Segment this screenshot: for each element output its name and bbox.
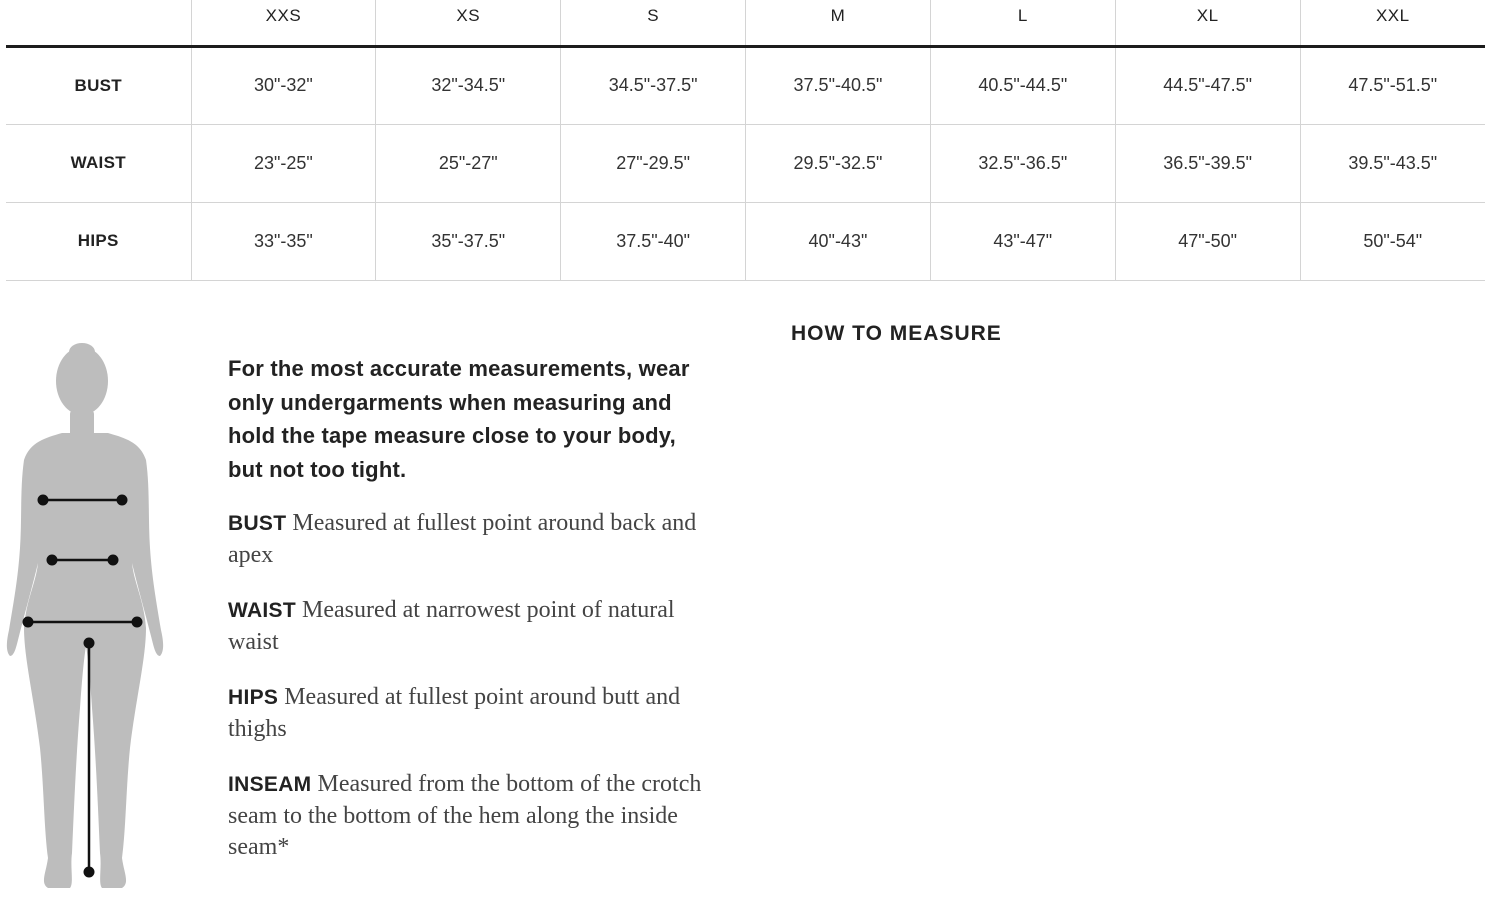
- table-cell: 25"-27": [376, 124, 561, 202]
- table-cell: 40"-43": [746, 202, 931, 280]
- measure-term-waist: WAIST: [228, 599, 296, 622]
- row-label-hips: HIPS: [6, 202, 191, 280]
- size-header-xl: XL: [1115, 0, 1300, 46]
- hips-marker-dot: [132, 617, 142, 627]
- measure-item-waist: [228, 595, 728, 658]
- table-cell: 29.5"-32.5": [746, 124, 931, 202]
- table-row-waist: [6, 124, 1485, 202]
- size-header-s: S: [561, 0, 746, 46]
- size-header-m: M: [746, 0, 931, 46]
- body-silhouette-icon: [0, 338, 170, 894]
- table-cell: 23"-25": [191, 124, 376, 202]
- size-header-xxl: XXL: [1300, 0, 1485, 46]
- size-header-xxs: XXS: [191, 0, 376, 46]
- measuring-intro: For the most accurate measurements, wear only undergarments when measuring and hold the tape measure close to your body, but not too tight.: [228, 356, 690, 482]
- table-cell: 39.5"-43.5": [1300, 124, 1485, 202]
- table-cell: 32"-34.5": [376, 46, 561, 124]
- how-to-measure-heading: HOW TO MEASURE: [791, 322, 1002, 345]
- table-cell: 33"-35": [191, 202, 376, 280]
- bust-marker-dot: [117, 495, 127, 505]
- table-cell: 47.5"-51.5": [1300, 46, 1485, 124]
- row-label-bust: BUST: [6, 46, 191, 124]
- inseam-marker-dot: [84, 867, 94, 877]
- measure-item-inseam: [228, 769, 728, 864]
- measure-item-bust: [228, 508, 728, 571]
- table-cell: 36.5"-39.5": [1115, 124, 1300, 202]
- measure-term-inseam: INSEAM: [228, 773, 312, 796]
- waist-marker-dot: [108, 555, 118, 565]
- waist-marker-dot: [47, 555, 57, 565]
- size-header-row: [6, 0, 1485, 46]
- measure-item-hips: [228, 682, 728, 745]
- inseam-marker-dot: [84, 638, 94, 648]
- table-cell: 37.5"-40.5": [746, 46, 931, 124]
- size-header-l: L: [930, 0, 1115, 46]
- size-chart-table: [6, 0, 1485, 281]
- table-cell: 50"-54": [1300, 202, 1485, 280]
- table-cell: 43"-47": [930, 202, 1115, 280]
- table-corner-cell: [6, 0, 191, 46]
- table-cell: 47"-50": [1115, 202, 1300, 280]
- measure-text-waist: Measured at narrowest point of natural waist: [228, 597, 675, 655]
- measure-text-bust: Measured at fullest point around back and apex: [228, 510, 697, 568]
- table-row-hips: [6, 202, 1485, 280]
- hips-marker-dot: [23, 617, 33, 627]
- table-cell: 44.5"-47.5": [1115, 46, 1300, 124]
- table-cell: 35"-37.5": [376, 202, 561, 280]
- measure-text-inseam: Measured from the bottom of the crotch seam to the bottom of the hem along the inside seam*: [228, 771, 702, 860]
- table-cell: 30"-32": [191, 46, 376, 124]
- body-figure: [0, 338, 170, 894]
- head-shape: [56, 347, 108, 415]
- measure-term-hips: HIPS: [228, 686, 279, 709]
- table-cell: 37.5"-40": [561, 202, 746, 280]
- table-cell: 40.5"-44.5": [930, 46, 1115, 124]
- measure-term-bust: BUST: [228, 512, 287, 535]
- measure-text-hips: Measured at fullest point around butt and thighs: [228, 684, 681, 742]
- table-cell: 32.5"-36.5": [930, 124, 1115, 202]
- table-row-bust: [6, 46, 1485, 124]
- table-cell: 34.5"-37.5": [561, 46, 746, 124]
- table-cell: 27"-29.5": [561, 124, 746, 202]
- silhouette: [7, 343, 163, 888]
- size-header-xs: XS: [376, 0, 561, 46]
- bust-marker-dot: [38, 495, 48, 505]
- row-label-waist: WAIST: [6, 124, 191, 202]
